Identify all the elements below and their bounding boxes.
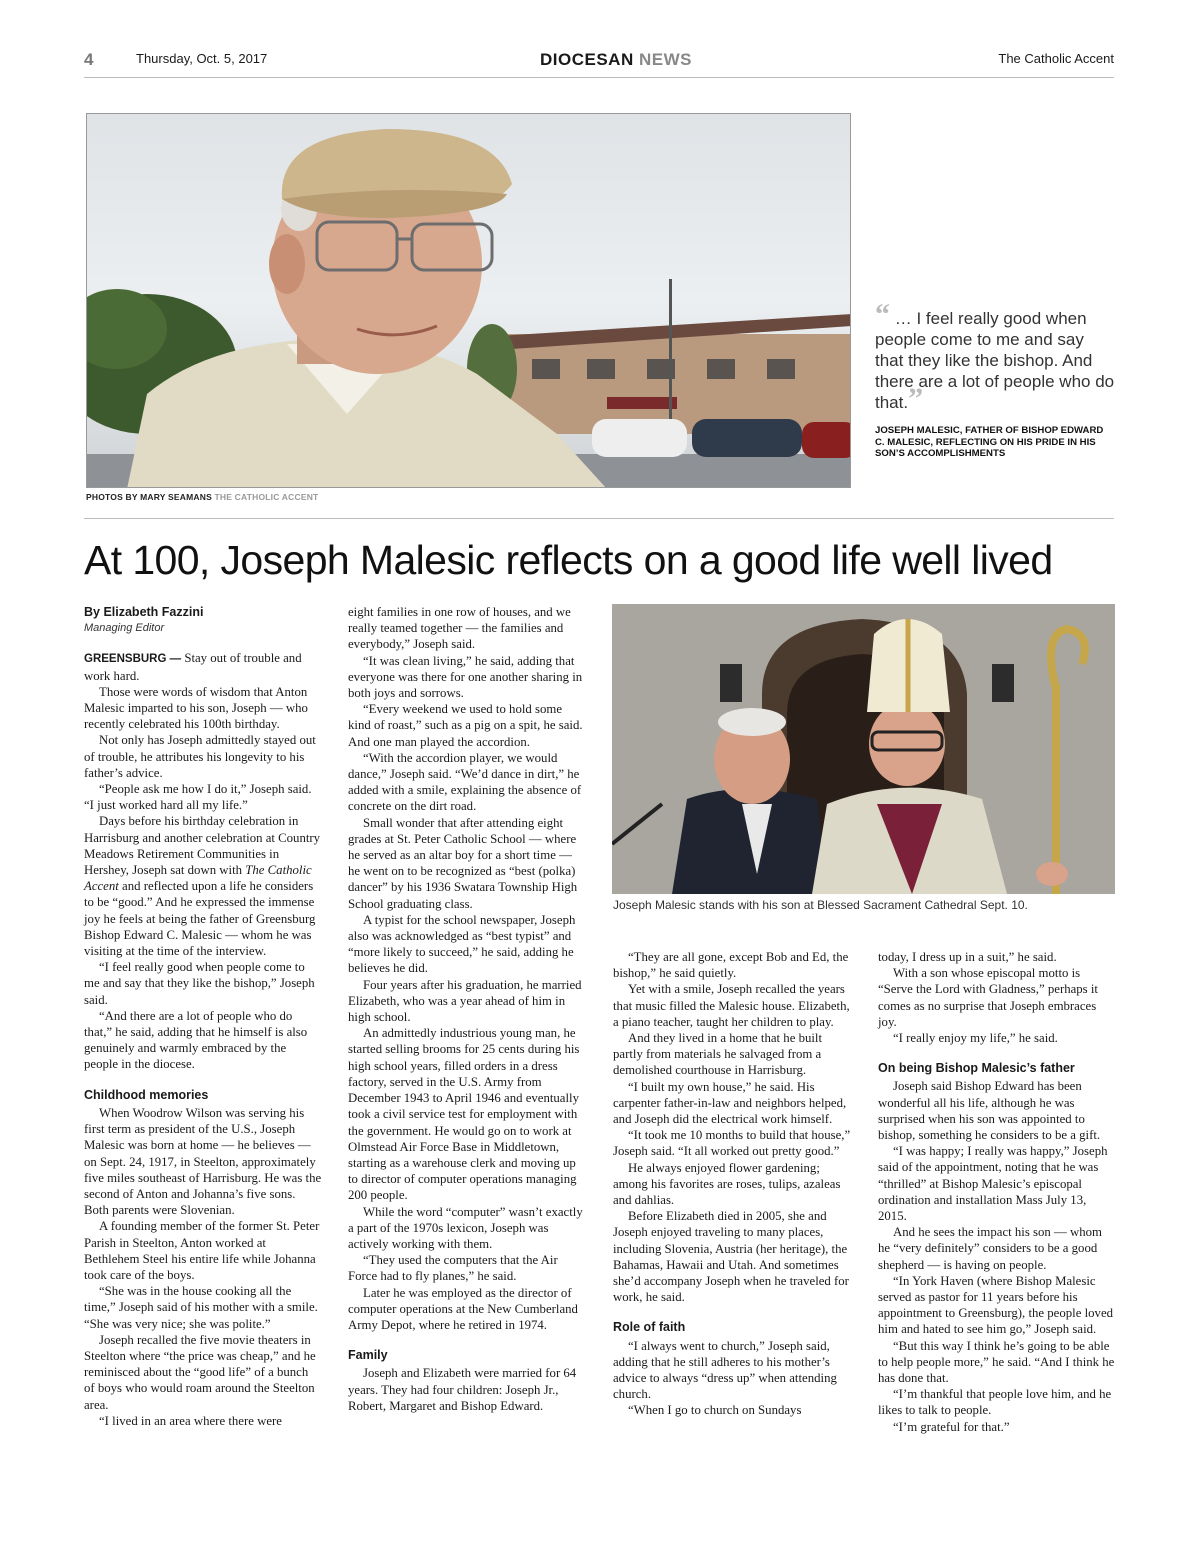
paragraph: “And there are a lot of people who do that,” he said, adding that he himself is also genuinely and warmly embraced by the people in the diocese. [84, 1008, 308, 1072]
subhead: Childhood memories [84, 1087, 209, 1102]
paragraph: While the word “computer” wasn’t exactly a part of the 1970s lexicon, Joseph was actively working with them. [348, 1204, 583, 1251]
subhead: Family [348, 1348, 388, 1363]
article-column-2 [348, 604, 586, 1414]
pull-quote [875, 298, 1115, 460]
paragraph: “I feel really good when people come to me and say that they like the bishop,” Joseph said. [84, 960, 315, 1007]
paragraph: And they lived in a home that he built partly from materials he salvaged from a demolished courthouse in Harrisburg. [613, 1031, 823, 1078]
subhead: On being Bishop Malesic’s father [878, 1061, 1075, 1076]
paragraph: Four years after his graduation, he married Elizabeth, who was a year ahead of him in high school. [348, 977, 582, 1025]
paragraph: Joseph said Bishop Edward has been wonderful all his life, although he was surprised when his son was appointed to bishop, something he considers to be a gift. [878, 1079, 1101, 1143]
photo-caption: Joseph Malesic stands with his son at Blessed Sacrament Cathedral Sept. 10. [613, 898, 1028, 912]
paragraph-text: Days before his birthday celebration in Harrisburg and another celebration at Country Meadows Retirement Communities in Hershey, Joseph sat down with [84, 814, 321, 878]
paragraph: “I lived in an area where there were [99, 1413, 282, 1428]
paragraph: A typist for the school newspaper, Joseph also was acknowledged as “best typist” and “more likely to succeed,” he said, adding he believes he did. [348, 912, 576, 976]
publication-name: The Catholic Accent [998, 51, 1114, 66]
article-column-4 [878, 949, 1116, 1435]
paragraph: “People ask me how I do it,” Joseph said. “I just worked hard all my life.” [84, 782, 312, 813]
paragraph: An admittedly industrious young man, he started selling brooms for 25 cents during his high school years, filled orders in a dress factory, served in the U.S. Army from December 1943 to April 1946 and eventually took a civil service test for employment with the government. He would go on to work at Olmstead Air Force Base in Middletown, starting as a warehouse clerk and moving up to director of computer operations managing 200 people. [348, 1026, 580, 1203]
subhead: Role of faith [613, 1320, 686, 1335]
paragraph: “When I go to church on Sundays [628, 1403, 802, 1418]
page-number: 4 [84, 50, 94, 69]
paragraph: “She was in the house cooking all the time,” Joseph said of his mother with a smile. “She was very nice; she was polite.” [84, 1284, 318, 1331]
paragraph: today, I dress up in a suit,” he said. [878, 950, 1057, 964]
paragraph: “Every weekend we used to hold some kind of roast,” such as a pig on a spit, he said. And one man played the accordion. [348, 702, 583, 749]
paragraph: “I always went to church,” Joseph said, adding that he still adheres to his mother’s advice to always “dress up” when attending church. [613, 1338, 837, 1402]
paragraph: “I was happy; I really was happy,” Joseph said of the appointment, noting that he was “thrilled” at Bishop Malesic’s episcopal ordination and installation Mass July 13, 2015. [878, 1144, 1108, 1224]
page-header [84, 46, 1114, 76]
photo-credit-source: THE CATHOLIC ACCENT [214, 492, 319, 502]
paragraph: Before Elizabeth died in 2005, she and Joseph enjoyed traveling to many places, including Slovenia, Austria (her heritage), the Bahamas, Hawaii and Utah. And sometimes she’d accompany Joseph when he traveled for work, he said. [613, 1209, 849, 1305]
byline-author: By Elizabeth Fazzini [84, 605, 204, 619]
headline-rule [84, 518, 1114, 519]
paragraph: “But this way I think he’s going to be able to help people more,” he said. “And I think he has done that. [878, 1338, 1115, 1386]
paragraph: “They used the computers that the Air Force had to fly planes,” he said. [348, 1253, 558, 1284]
paragraph: “It was clean living,” he said, adding that everyone was there for one another sharing in both joys and sorrows. [348, 653, 583, 701]
dateline: GREENSBURG — [84, 653, 182, 666]
paragraph: A founding member of the former St. Peter Parish in Steelton, Anton worked at Bethlehem Steel his entire life while Johanna took care of the boys. [84, 1219, 320, 1282]
cathedral-photo [612, 604, 1115, 894]
pull-quote-attribution: JOSEPH MALESIC, FATHER OF BISHOP EDWARD C. MALESIC, REFLECTING ON HIS PRIDE IN HIS SON’S ACCOMPLISHMENTS [875, 425, 1104, 459]
paragraph: Those were words of wisdom that Anton Malesic imparted to his son, Joseph — who recently celebrated his 100th birthday. [84, 684, 308, 732]
paragraph: “It took me 10 months to build that house,” Joseph said. “It all worked out pretty good.” [613, 1128, 851, 1159]
paragraph: Joseph recalled the five movie theaters in Steelton where “the price was cheap,” and he reminisced about the “good life” of a bunch of boys who would roam around the Steelton area. [84, 1332, 316, 1412]
paragraph: “I built my own house,” he said. His carpenter father-in-law and neighbors helped, and Joseph did the electrical work himself. [613, 1079, 847, 1127]
paragraph: “I’m thankful that people love him, and he likes to talk to people. [878, 1387, 1112, 1418]
section-title [540, 50, 692, 70]
paragraph: With a son whose episcopal motto is “Serve the Lord with Gladness,” perhaps it comes as no surprise that Joseph embraces joy. [878, 966, 1098, 1029]
article-column-3 [613, 949, 851, 1419]
open-quote-icon: “ [875, 298, 890, 331]
paragraph: Small wonder that after attending eight grades at St. Peter Catholic School — where he served as an altar boy for a short time — he went on to be recognized as “best (polka) dancer” by his 1936 Swatara Township High School graduating class. [348, 815, 578, 911]
paragraph: Later he was employed as the director of computer operations at the New Cumberland Army Depot, where he retired in 1974. [348, 1285, 578, 1332]
paragraph: When Woodrow Wilson was serving his first term as president of the U.S., Joseph Malesic was born at home — he believes — on Sept. 24, 1917, in Steelton, approximately five miles southeast of Harrisburg. He was the second of Anton and Johanna’s five sons. Both parents were Slovenian. [84, 1105, 322, 1218]
paragraph [84, 813, 322, 959]
section-title-part2: NEWS [638, 50, 692, 69]
paragraph: Not only has Joseph admittedly stayed out of trouble, he attributes his longevity to his father’s advice. [84, 733, 316, 780]
paragraph: And he sees the impact his son — whom he “very definitely” considers to be a good shepherd — is having on people. [878, 1225, 1102, 1272]
cathedral-illustration [612, 604, 1115, 894]
paragraph-text: and reflected upon a life he considers to be “good.” And he expressed the immense joy he feels at being the father of Greensburg Bishop Edward C. Malesic — whom he was visiting at the time of the interview. [84, 879, 316, 959]
article-headline: At 100, Joseph Malesic reflects on a good life well lived [84, 537, 1053, 583]
header-rule [84, 77, 1114, 78]
paragraph: “I really enjoy my life,” he said. [893, 1031, 1058, 1046]
portrait-illustration [87, 114, 851, 488]
section-title-part1: DIOCESAN [540, 50, 634, 69]
photo-credit-label: PHOTOS BY MARY SEAMANS [86, 492, 212, 502]
paragraph: “In York Haven (where Bishop Malesic served as pastor for 11 years before his appointment to Greensburg), the people loved him and hated to see him go,” Joseph said. [878, 1273, 1114, 1337]
main-photo-portrait [86, 113, 851, 488]
paragraph: Yet with a smile, Joseph recalled the years that music filled the Malesic house. Elizabeth, a piano teacher, taught her children to play. [613, 982, 850, 1029]
close-quote-icon: ” [908, 382, 924, 415]
byline-role: Managing Editor [84, 622, 165, 635]
issue-date: Thursday, Oct. 5, 2017 [136, 51, 268, 66]
pull-quote-body [875, 298, 1115, 415]
paragraph: “They are all gone, except Bob and Ed, the bishop,” he said quietly. [613, 950, 849, 981]
paragraph: He always enjoyed flower gardening; among his favorites are roses, tulips, azaleas and dahlias. [613, 1160, 841, 1208]
paragraph [84, 650, 322, 683]
article-column-1 [84, 604, 322, 1429]
paragraph: Joseph and Elizabeth were married for 64 years. They had four children: Joseph Jr., Robert, Margaret and Bishop Edward. [348, 1366, 577, 1413]
pull-quote-text: … I feel really good when people come to me and say that they like the bishop. And there are a lot of people who do that. [875, 309, 1115, 412]
paragraph: “With the accordion player, we would dance,” Joseph said. “We’d dance in dirt,” he added with a smile, explaining the absence of concrete on the dirt road. [348, 750, 582, 814]
publication-mention: The Catholic Accent [84, 863, 312, 894]
paragraph: eight families in one row of houses, and we really teamed together — the families and everybody,” Joseph said. [348, 605, 571, 652]
paragraph-text: Stay out of trouble and work hard. [84, 651, 302, 683]
photo-credit [86, 492, 318, 502]
paragraph: “I’m grateful for that.” [893, 1419, 1010, 1434]
